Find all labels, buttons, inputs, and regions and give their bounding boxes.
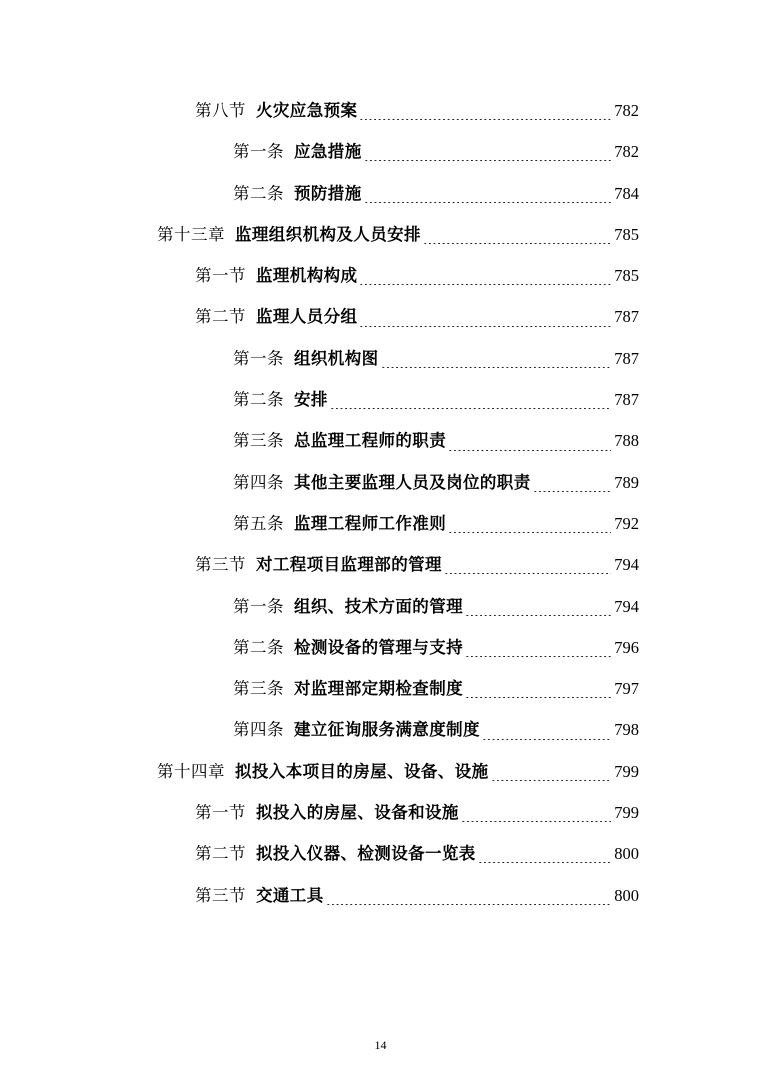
toc-entry-label: 第一节 — [195, 803, 246, 823]
toc-entry-page: 799 — [614, 803, 639, 823]
toc-entry[interactable] — [0, 586, 639, 627]
toc-entry-page: 789 — [614, 472, 639, 492]
toc-entry[interactable] — [0, 379, 639, 420]
toc-entry[interactable] — [0, 792, 639, 833]
toc-entry-page: 796 — [614, 637, 639, 657]
toc-entry-label: 第二条 — [233, 637, 284, 657]
toc-dot-leader — [448, 532, 611, 533]
toc-entry[interactable] — [0, 255, 639, 296]
toc-entry-title: 其他主要监理人员及岗位的职责 — [294, 472, 531, 492]
toc-entry-title: 监理人员分组 — [256, 307, 358, 327]
toc-dot-leader — [533, 491, 612, 492]
toc-entry[interactable] — [0, 503, 639, 544]
toc-entry-title: 对工程项目监理部的管理 — [256, 555, 442, 575]
toc-entry-label: 第三节 — [195, 885, 246, 905]
toc-entry[interactable] — [0, 875, 639, 916]
toc-entry[interactable] — [0, 668, 639, 709]
toc-entry[interactable] — [0, 90, 639, 131]
toc-entry-title: 对监理部定期检查制度 — [294, 679, 463, 699]
toc-entry-page: 784 — [614, 183, 639, 203]
toc-entry[interactable] — [0, 709, 639, 750]
toc-entry-title: 拟投入的房屋、设备和设施 — [256, 803, 459, 823]
toc-entry[interactable] — [0, 131, 639, 172]
toc-entry-title: 监理机构构成 — [256, 266, 358, 286]
toc-entry-label: 第五条 — [233, 513, 284, 533]
toc-entry[interactable] — [0, 462, 639, 503]
table-of-contents — [0, 90, 761, 916]
toc-entry-page: 787 — [614, 307, 639, 327]
toc-entry[interactable] — [0, 173, 639, 214]
toc-dot-leader — [381, 367, 612, 368]
toc-entry-page: 794 — [614, 596, 639, 616]
page-number: 14 — [374, 1038, 387, 1052]
toc-dot-leader — [465, 615, 611, 616]
toc-entry[interactable] — [0, 338, 639, 379]
toc-entry-page: 787 — [614, 348, 639, 368]
toc-entry-page: 800 — [614, 885, 639, 905]
toc-entry-title: 安排 — [294, 390, 328, 410]
toc-entry-title: 预防措施 — [294, 183, 362, 203]
toc-entry-page: 787 — [614, 390, 639, 410]
toc-dot-leader — [359, 284, 611, 285]
toc-entry-title: 建立征询服务满意度制度 — [294, 720, 480, 740]
toc-dot-leader — [465, 697, 611, 698]
toc-entry-page: 785 — [614, 266, 639, 286]
toc-dot-leader — [326, 904, 612, 905]
toc-dot-leader — [461, 821, 611, 822]
toc-entry-title: 监理组织机构及人员安排 — [235, 224, 421, 244]
toc-entry-page: 800 — [614, 844, 639, 864]
toc-dot-leader — [482, 739, 611, 740]
toc-entry[interactable] — [0, 627, 639, 668]
toc-entry[interactable] — [0, 214, 639, 255]
toc-dot-leader — [359, 326, 611, 327]
toc-entry-title: 组织、技术方面的管理 — [294, 596, 463, 616]
toc-entry-page: 788 — [614, 431, 639, 451]
toc-dot-leader — [359, 119, 611, 120]
toc-entry-label: 第十三章 — [157, 224, 225, 244]
toc-dot-leader — [465, 656, 611, 657]
toc-entry-label: 第十四章 — [157, 761, 225, 781]
toc-entry-label: 第八节 — [195, 101, 246, 120]
toc-entry-title: 拟投入本项目的房屋、设备、设施 — [235, 761, 489, 781]
toc-entry-title: 应急措施 — [294, 142, 362, 162]
toc-entry-page: 794 — [614, 555, 639, 575]
toc-dot-leader — [364, 202, 612, 203]
toc-entry-page: 782 — [614, 142, 639, 162]
toc-entry-page: 782 — [614, 101, 639, 120]
toc-entry-label: 第三条 — [233, 679, 284, 699]
toc-entry-label: 第二条 — [233, 390, 284, 410]
toc-entry-label: 第一条 — [233, 142, 284, 162]
toc-entry[interactable] — [0, 420, 639, 461]
toc-entry-label: 第一条 — [233, 348, 284, 368]
toc-entry-title: 组织机构图 — [294, 348, 379, 368]
toc-dot-leader — [364, 160, 612, 161]
toc-entry-label: 第二节 — [195, 844, 246, 864]
toc-dot-leader — [491, 780, 612, 781]
toc-entry-title: 总监理工程师的职责 — [294, 431, 447, 451]
toc-entry-label: 第三节 — [195, 555, 246, 575]
toc-entry[interactable] — [0, 751, 639, 792]
toc-entry-page: 792 — [614, 513, 639, 533]
toc-entry[interactable] — [0, 296, 639, 337]
toc-entry-label: 第四条 — [233, 720, 284, 740]
toc-entry-label: 第四条 — [233, 472, 284, 492]
toc-entry-label: 第二条 — [233, 183, 284, 203]
toc-entry-label: 第一节 — [195, 266, 246, 286]
toc-dot-leader — [478, 862, 612, 863]
toc-entry-page: 799 — [614, 761, 639, 781]
toc-entry[interactable] — [0, 544, 639, 585]
toc-entry-title: 拟投入仪器、检测设备一览表 — [256, 844, 476, 864]
toc-entry-page: 797 — [614, 679, 639, 699]
toc-dot-leader — [444, 573, 611, 574]
toc-entry-title: 监理工程师工作准则 — [294, 513, 447, 533]
toc-entry[interactable] — [0, 833, 639, 874]
toc-entry-page: 798 — [614, 720, 639, 740]
toc-entry-page: 785 — [614, 224, 639, 244]
toc-entry-label: 第一条 — [233, 596, 284, 616]
toc-dot-leader — [423, 243, 611, 244]
toc-entry-title: 火灾应急预案 — [256, 101, 358, 120]
toc-entry-title: 检测设备的管理与支持 — [294, 637, 463, 657]
toc-entry-label: 第三条 — [233, 431, 284, 451]
toc-dot-leader — [448, 450, 611, 451]
toc-dot-leader — [330, 408, 611, 409]
toc-entry-title: 交通工具 — [256, 885, 324, 905]
toc-entry-label: 第二节 — [195, 307, 246, 327]
